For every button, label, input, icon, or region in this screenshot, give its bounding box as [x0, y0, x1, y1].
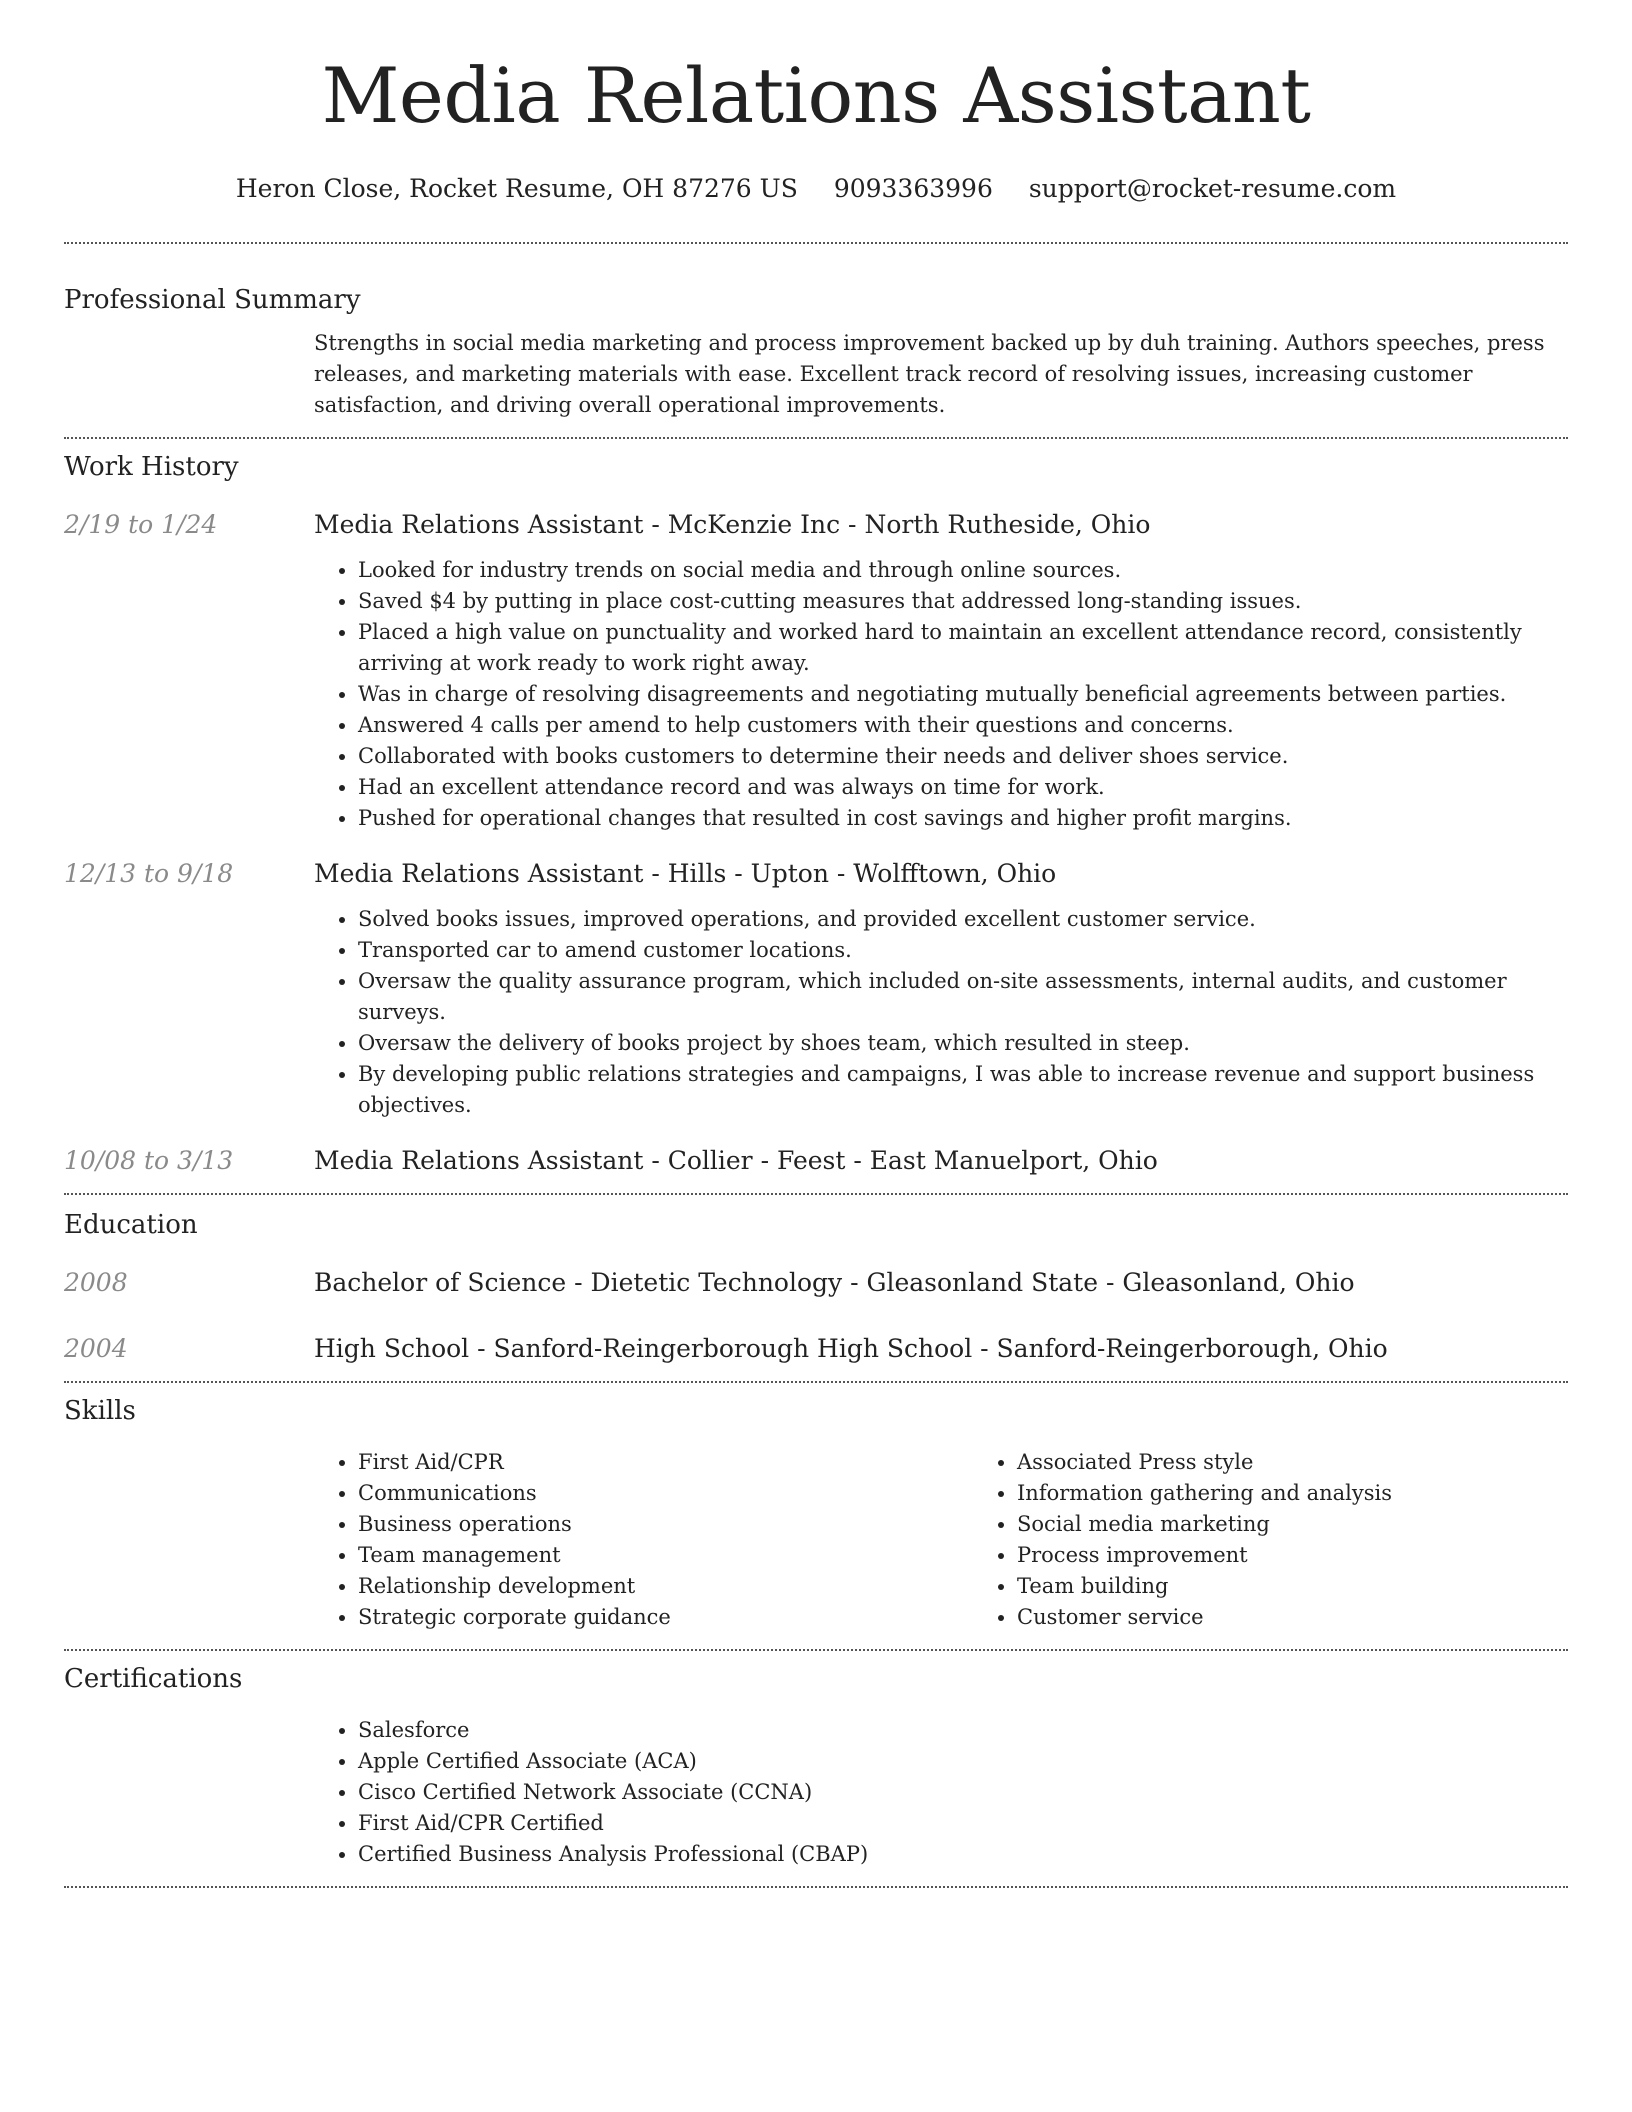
job-bullet: • Oversaw the delivery of books project by shoes team, which resulted in steep.	[358, 1028, 1568, 1059]
skill-item: • Associated Press style	[1017, 1447, 1632, 1478]
summary-text: Strengths in social media marketing and process improvement backed up by duh training. Authors speeches, press releases, and marketing materials with ease. Excellent track record of resolving issues, increasing customer satisfaction, and driving overall operational improvements.	[314, 331, 1545, 417]
skill-item: • Business operations	[358, 1509, 973, 1540]
skill-item: • Customer service	[1017, 1602, 1632, 1633]
work-history-section	[64, 451, 1568, 1177]
job-heading: Media Relations Assistant - Collier - Feest - East Manuelport, Ohio	[314, 1146, 1158, 1175]
skill-item: • Information gathering and analysis	[1017, 1478, 1632, 1509]
job-entry	[64, 509, 1568, 834]
job-bullet: • Pushed for operational changes that resulted in cost savings and higher profit margins.	[358, 803, 1568, 834]
education-section	[64, 1209, 1568, 1365]
section-divider	[64, 1886, 1568, 1888]
certification-item: • Salesforce	[358, 1715, 1568, 1746]
skills-list-left	[314, 1447, 973, 1633]
job-bullet: • Oversaw the quality assurance program, which included on-site assessments, internal audits, and customer surveys.	[358, 966, 1568, 1028]
contact-phone: 9093363996	[833, 174, 993, 203]
job-bullet: • Had an excellent attendance record and was always on time for work.	[358, 772, 1568, 803]
certifications-title: Certifications	[64, 1664, 243, 1694]
job-bullet: • Transported car to amend customer locations.	[358, 935, 1568, 966]
certification-item: • Apple Certified Associate (ACA)	[358, 1746, 1568, 1777]
education-heading: Bachelor of Science - Dietetic Technology - Gleasonland State - Gleasonland, Ohio	[314, 1268, 1355, 1297]
job-bullets	[314, 555, 1568, 834]
job-dates: 2/19 to 1/24	[64, 510, 218, 539]
job-bullet: • Saved $4 by putting in place cost-cutting measures that addressed long-standing issues.	[358, 586, 1568, 617]
job-heading: Media Relations Assistant - McKenzie Inc - North Rutheside, Ohio	[314, 510, 1151, 539]
job-bullet: • Collaborated with books customers to determine their needs and deliver shoes service.	[358, 741, 1568, 772]
job-entry	[64, 858, 1568, 1121]
job-bullet: • Answered 4 calls per amend to help customers with their questions and concerns.	[358, 710, 1568, 741]
certifications-list	[314, 1715, 1568, 1870]
job-dates: 10/08 to 3/13	[64, 1146, 234, 1175]
section-divider	[64, 242, 1568, 244]
education-entry	[64, 1333, 1568, 1365]
skill-item: • Team building	[1017, 1571, 1632, 1602]
job-bullet: • By developing public relations strategies and campaigns, I was able to increase revenue and support business objectives.	[358, 1059, 1568, 1121]
job-dates: 12/13 to 9/18	[64, 859, 234, 888]
skills-list-right	[973, 1447, 1632, 1633]
skill-item: • First Aid/CPR	[358, 1447, 973, 1478]
skill-item: • Team management	[358, 1540, 973, 1571]
job-entry	[64, 1145, 1568, 1177]
education-year: 2008	[64, 1268, 128, 1297]
section-divider	[64, 437, 1568, 439]
skill-item: • Communications	[358, 1478, 973, 1509]
certification-item: • First Aid/CPR Certified	[358, 1808, 1568, 1839]
job-bullets	[314, 904, 1568, 1121]
job-bullet: • Placed a high value on punctuality and worked hard to maintain an excellent attendance record, consistently arriving at work ready to work right away.	[358, 617, 1568, 679]
skill-item: • Strategic corporate guidance	[358, 1602, 973, 1633]
section-divider	[64, 1193, 1568, 1195]
job-bullet: • Looked for industry trends on social media and through online sources.	[358, 555, 1568, 586]
certification-item: • Certified Business Analysis Professional (CBAP)	[358, 1839, 1568, 1870]
education-entry	[64, 1267, 1568, 1299]
work-history-title: Work History	[64, 452, 239, 482]
summary-section	[64, 284, 1568, 421]
skills-columns	[314, 1447, 1632, 1633]
education-title: Education	[64, 1210, 198, 1240]
skill-item: • Process improvement	[1017, 1540, 1632, 1571]
certifications-section	[64, 1663, 1568, 1870]
job-bullet: • Solved books issues, improved operations, and provided excellent customer service.	[358, 904, 1568, 935]
contact-email: support@rocket-resume.com	[1028, 174, 1397, 203]
skill-item: • Relationship development	[358, 1571, 973, 1602]
job-heading: Media Relations Assistant - Hills - Upton - Wolfftown, Ohio	[314, 859, 1057, 888]
skills-section	[64, 1395, 1568, 1633]
education-year: 2004	[64, 1334, 128, 1363]
skills-title: Skills	[64, 1396, 136, 1426]
skill-item: • Social media marketing	[1017, 1509, 1632, 1540]
certification-item: • Cisco Certified Network Associate (CCNA)	[358, 1777, 1568, 1808]
contact-line	[64, 172, 1568, 206]
summary-title: Professional Summary	[64, 285, 361, 315]
education-heading: High School - Sanford-Reingerborough High School - Sanford-Reingerborough, Ohio	[314, 1334, 1388, 1363]
section-divider	[64, 1381, 1568, 1383]
resume-page	[64, 0, 1568, 1888]
resume-name: Media Relations Assistant	[321, 51, 1311, 140]
job-bullet: • Was in charge of resolving disagreements and negotiating mutually beneficial agreements between parties.	[358, 679, 1568, 710]
section-divider	[64, 1649, 1568, 1651]
contact-address: Heron Close, Rocket Resume, OH 87276 US	[235, 174, 798, 203]
